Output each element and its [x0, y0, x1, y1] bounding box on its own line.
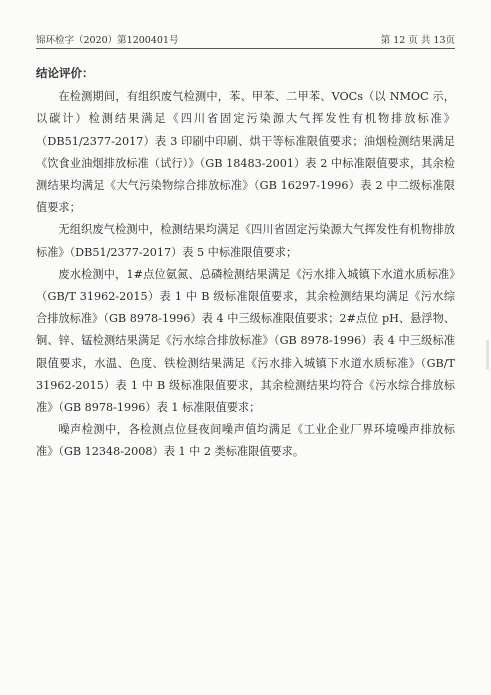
page-number: 第 12 页 共 13页 [380, 35, 455, 46]
document-number: 锦环检字（2020）第1200401号 [36, 35, 179, 46]
paragraph-organized-gas: 在检测期间，有组织废气检测中，苯、甲苯、二甲苯、VOCs（以 NMOC 示，以碳计）检测结果满足《四川省固定污染源大气挥发性有机物排放标准》（DB51/2377-2017）表 3 印刷中印刷、烘干等标准限值要求；油烟检测结果满足《饮食业油烟排放标准（试行）》（GB 18483-2001）表 2 中标准限值要求，其余检测结果均满足《大气污染物综合排放标准》（GB 16297-1996）表 2 中二级标准限值要求； [36, 90, 455, 215]
page-header [36, 28, 455, 49]
paragraph-wastewater: 废水检测中，1#点位氨氮、总磷检测结果满足《污水排入城镇下水道水质标准》（GB/T 31962-2015）表 1 中 B 级标准限值要求，其余检测结果均满足《污水综合排放标准》（GB 8978-1996）表 4 中三级标准限值要求；2#点位 pH、悬浮物、铜、锌、锰检测结果满足《污水综合排放标准》（GB 8978-1996）表 4 中三级标准限值要求，水温、色度、铁检测结果满足《污水排入城镇下水道水质标准》（GB/T 31962-2015）表 1 中 B 级标准限值要求，其余检测结果均符合《污水综合排放标准》（GB 8978-1996）表 1 标准限值要求； [36, 267, 455, 415]
section-heading: 结论评价： [36, 66, 94, 80]
paragraph-unorganized-gas: 无组织废气检测中，检测结果均满足《四川省固定污染源大气挥发性有机物排放标准》（DB51/2377-2017）表 5 中标准限值要求； [36, 223, 455, 259]
conclusion-section [36, 62, 455, 464]
scan-mark [486, 340, 489, 370]
paragraph-noise: 噪声检测中，各检测点位昼夜间噪声值均满足《工业企业厂界环境噪声排放标准》（GB 12348-2008）表 1 中 2 类标准限值要求。 [36, 423, 455, 459]
